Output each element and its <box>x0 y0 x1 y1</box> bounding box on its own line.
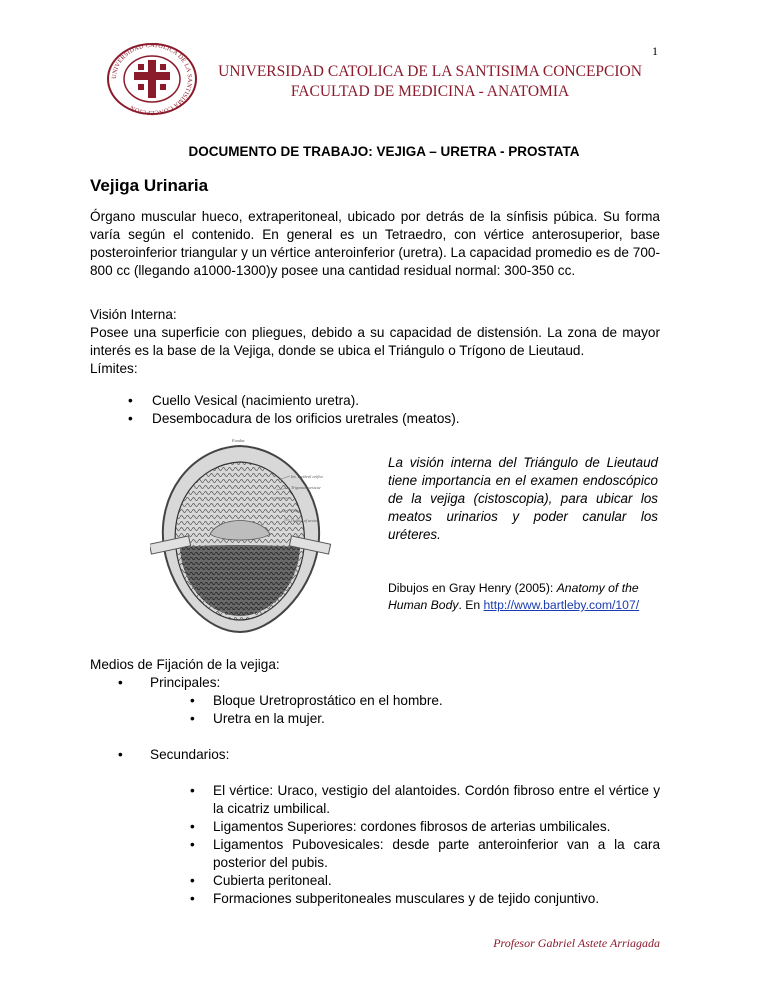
list-item: • Uretra en la mujer. <box>190 711 325 726</box>
figure-label: Orifice of ureter <box>291 518 319 523</box>
document-title: DOCUMENTO DE TRABAJO: VEJIGA – URETRA - PROSTATA <box>188 144 580 159</box>
figure-label: Fossa <box>291 508 302 513</box>
bullet-icon: • <box>190 873 195 888</box>
list-item: • Cuello Vesical (nacimiento uretra). <box>128 393 360 408</box>
bullet-icon: • <box>190 783 195 798</box>
fixation-section <box>90 656 660 908</box>
vision-text: Posee una superficie con pliegues, debido a su capacidad de distensión. La zona de mayor interés es la base de la Vejiga, donde se ubica el Triángulo o Trígono de Lieutaud. <box>90 325 660 358</box>
author-footer: Profesor Gabriel Astete Arriagada <box>493 936 660 950</box>
page-number: 1 <box>652 44 658 58</box>
credit-prefix: Dibujos en Gray Henry (2005): <box>388 581 557 595</box>
university-name: UNIVERSIDAD CATOLICA DE LA SANTISIMA CONCEPCION <box>218 63 642 80</box>
bullet-icon: • <box>190 837 195 852</box>
faculty-name: FACULTAD DE MEDICINA - ANATOMIA <box>290 83 570 100</box>
bullet-icon: • <box>128 411 133 426</box>
list-item: • Formaciones subperitoneales musculares y de tejido conjuntivo. <box>190 891 600 906</box>
figure-credit <box>388 580 658 614</box>
bullet-icon: • <box>190 819 195 834</box>
figure-label: Trigonum vesicae <box>291 485 321 490</box>
list-item: • Principales: <box>118 675 221 690</box>
limits-label: Límites: <box>90 361 138 376</box>
principal-list <box>90 674 660 692</box>
credit-link[interactable]: http://www.bartleby.com/107/ <box>483 598 640 612</box>
intro-text: Órgano muscular hueco, extraperitoneal, ubicado por detrás de la sínfisis púbica. Su forma varía según el contenido. En general es un Tetraedro, con vértice anterosuperior, base posteroinferior triangular y un vértice anteroinferior (uretra). La capacidad promedio es de 700-800 cc (llegando a1000-1300)y posee una cantidad residual normal: 300-350 cc. <box>90 209 660 278</box>
credit-middle: . En <box>458 598 484 612</box>
figure-label: Int. urethral orifice <box>291 474 324 479</box>
secondary-items <box>90 782 660 908</box>
bullet-icon: • <box>190 711 195 726</box>
bullet-icon: • <box>118 675 123 690</box>
section-title: Vejiga Urinaria <box>90 176 209 195</box>
bullet-icon: • <box>190 891 195 906</box>
fixation-heading: Medios de Fijación de la vejiga: <box>90 657 280 672</box>
figure-caption: La visión interna del Triángulo de Lieutaud tiene importancia en el examen endoscópico de la vejiga (cistoscopia), para ubicar los meatos urinarios y poder canular los uréteres. <box>388 455 658 542</box>
bullet-icon: • <box>190 693 195 708</box>
vision-heading: Visión Interna: <box>90 307 177 322</box>
institution-header <box>200 62 660 102</box>
secondary-list <box>90 746 660 764</box>
list-item: • Ligamentos Superiores: cordones fibrosos de arterias umbilicales. <box>190 819 611 834</box>
credit-title: Anatomy of the Human Body <box>388 581 639 612</box>
list-item: • Desembocadura de los orificios uretrales (meatos). <box>128 411 460 426</box>
figure-label: Fundus <box>232 438 245 443</box>
principal-items <box>90 692 660 728</box>
bullet-icon: • <box>128 393 133 408</box>
bladder-trigone-illustration <box>150 436 368 636</box>
university-seal <box>104 42 200 116</box>
vision-section <box>90 306 660 428</box>
list-item: • El vértice: Uraco, vestigio del alantoides. Cordón fibroso entre el vértice y la cicatriz umbilical. <box>190 783 660 816</box>
list-item: • Secundarios: <box>118 747 230 762</box>
list-item: • Cubierta peritoneal. <box>190 873 332 888</box>
limits-list <box>90 392 660 428</box>
list-item: • Ligamentos Pubovesicales: desde parte anteroinferior van a la cara posterior del pubis. <box>190 837 660 870</box>
seal-lettering: UNIVERSIDAD CATOLICA DE LA SANTISIMA CONCEPCION <box>110 42 194 116</box>
seal-cross-emblem <box>134 60 170 98</box>
list-item: • Bloque Uretroprostático en el hombre. <box>190 693 443 708</box>
bullet-icon: • <box>118 747 123 762</box>
intro-paragraph <box>90 208 660 280</box>
